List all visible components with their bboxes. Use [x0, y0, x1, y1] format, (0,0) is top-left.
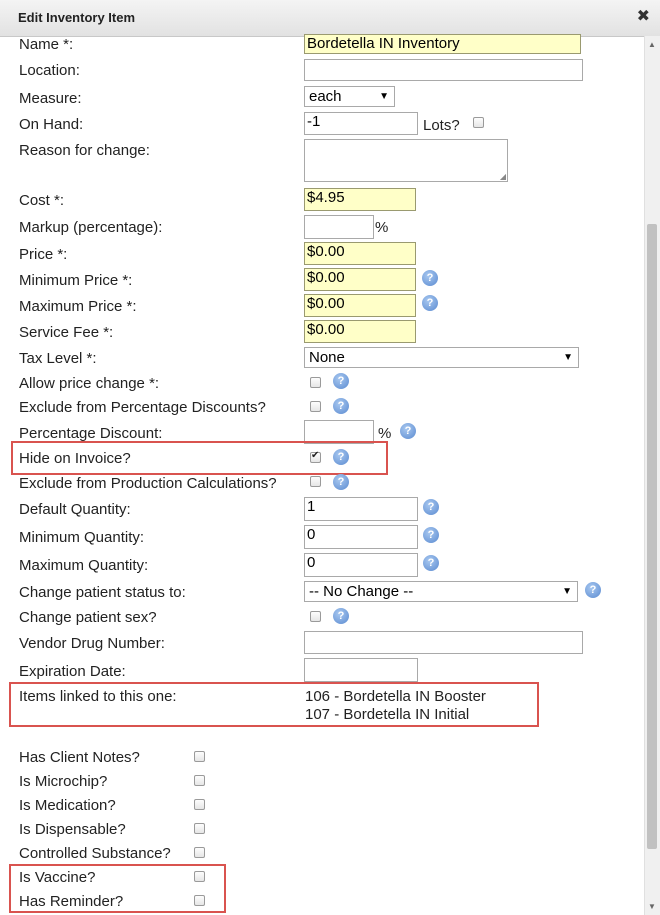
dialog-titlebar — [0, 0, 660, 37]
name-label: Name *: — [19, 36, 74, 53]
medication-label: Is Medication? — [19, 797, 116, 814]
exclude-pct-discounts-label: Exclude from Percentage Discounts? — [19, 399, 266, 416]
default-qty-label: Default Quantity: — [19, 501, 131, 518]
max-qty-input[interactable]: 0 — [304, 553, 418, 577]
help-icon[interactable]: ? — [422, 270, 438, 286]
scrollbar[interactable] — [644, 36, 660, 915]
pct-discount-label: Percentage Discount: — [19, 425, 163, 442]
default-qty-input[interactable]: 1 — [304, 497, 418, 521]
microchip-label: Is Microchip? — [19, 773, 108, 790]
exclude-production-checkbox[interactable] — [310, 476, 321, 487]
on-hand-input[interactable]: -1 — [304, 112, 418, 135]
cost-input[interactable]: $4.95 — [304, 188, 416, 211]
client-notes-checkbox[interactable] — [194, 751, 205, 762]
close-icon[interactable]: ✖ — [636, 8, 650, 25]
min-qty-input[interactable]: 0 — [304, 525, 418, 549]
exclude-pct-discounts-checkbox[interactable] — [310, 401, 321, 412]
patient-sex-label: Change patient sex? — [19, 609, 157, 626]
service-fee-label: Service Fee *: — [19, 324, 114, 341]
linked-item[interactable]: 107 - Bordetella IN Initial — [305, 706, 470, 723]
help-icon[interactable]: ? — [400, 423, 416, 439]
linked-item[interactable]: 106 - Bordetella IN Booster — [305, 688, 486, 705]
tax-level-select[interactable] — [304, 347, 579, 368]
measure-select[interactable] — [304, 86, 395, 107]
expiration-input[interactable] — [304, 658, 418, 682]
patient-status-value: -- No Change -- — [309, 583, 414, 600]
linked-items-label: Items linked to this one: — [19, 688, 177, 705]
name-input[interactable]: Bordetella IN Inventory — [304, 34, 581, 54]
vaccine-checkbox[interactable] — [194, 871, 205, 882]
measure-value: each — [309, 88, 342, 105]
min-price-input[interactable]: $0.00 — [304, 268, 416, 291]
help-icon[interactable]: ? — [333, 373, 349, 389]
help-icon[interactable]: ? — [333, 398, 349, 414]
help-icon[interactable]: ? — [585, 582, 601, 598]
allow-price-change-checkbox[interactable] — [310, 377, 321, 388]
client-notes-label: Has Client Notes? — [19, 749, 140, 766]
vendor-drug-input[interactable] — [304, 631, 583, 654]
max-price-label: Maximum Price *: — [19, 298, 137, 315]
lots-label: Lots? — [423, 117, 460, 134]
expiration-label: Expiration Date: — [19, 663, 126, 680]
reminder-checkbox[interactable] — [194, 895, 205, 906]
help-icon[interactable]: ? — [423, 499, 439, 515]
reason-textarea[interactable] — [304, 139, 508, 182]
scroll-up-icon[interactable]: ▲ — [648, 40, 656, 49]
lots-checkbox[interactable] — [473, 117, 484, 128]
tax-level-label: Tax Level *: — [19, 350, 97, 367]
cost-label: Cost *: — [19, 192, 65, 209]
markup-label: Markup (percentage): — [19, 219, 163, 236]
patient-status-select[interactable] — [304, 581, 578, 602]
chevron-down-icon: ▼ — [563, 352, 573, 363]
dispensable-label: Is Dispensable? — [19, 821, 126, 838]
exclude-production-label: Exclude from Production Calculations? — [19, 475, 277, 492]
service-fee-input[interactable]: $0.00 — [304, 320, 416, 343]
scroll-down-icon[interactable]: ▼ — [648, 902, 656, 911]
help-icon[interactable]: ? — [423, 555, 439, 571]
reminder-label: Has Reminder? — [19, 893, 124, 910]
markup-percent-suffix: % — [375, 219, 389, 236]
dispensable-checkbox[interactable] — [194, 823, 205, 834]
max-qty-label: Maximum Quantity: — [19, 557, 149, 574]
resize-grip-icon[interactable]: ◢ — [499, 172, 506, 181]
dialog-title: Edit Inventory Item — [18, 10, 136, 25]
controlled-checkbox[interactable] — [194, 847, 205, 858]
chevron-down-icon: ▼ — [562, 586, 572, 597]
price-label: Price *: — [19, 246, 68, 263]
pct-discount-percent-suffix: % — [378, 425, 392, 442]
max-price-input[interactable]: $0.00 — [304, 294, 416, 317]
tax-level-value: None — [309, 349, 345, 366]
vaccine-label: Is Vaccine? — [19, 869, 96, 886]
medication-checkbox[interactable] — [194, 799, 205, 810]
markup-input[interactable] — [304, 215, 374, 239]
controlled-label: Controlled Substance? — [19, 845, 171, 862]
location-input[interactable] — [304, 59, 583, 81]
hide-on-invoice-checkbox[interactable] — [310, 452, 321, 463]
help-icon[interactable]: ? — [423, 527, 439, 543]
price-input[interactable]: $0.00 — [304, 242, 416, 265]
location-label: Location: — [19, 62, 80, 79]
min-qty-label: Minimum Quantity: — [19, 529, 145, 546]
microchip-checkbox[interactable] — [194, 775, 205, 786]
min-price-label: Minimum Price *: — [19, 272, 133, 289]
scrollbar-thumb[interactable] — [647, 224, 657, 849]
allow-price-change-label: Allow price change *: — [19, 375, 160, 392]
patient-status-label: Change patient status to: — [19, 584, 186, 601]
hide-on-invoice-label: Hide on Invoice? — [19, 450, 131, 467]
help-icon[interactable]: ? — [333, 474, 349, 490]
on-hand-label: On Hand: — [19, 116, 84, 133]
dialog-content — [0, 36, 645, 915]
help-icon[interactable]: ? — [333, 608, 349, 624]
patient-sex-checkbox[interactable] — [310, 611, 321, 622]
measure-label: Measure: — [19, 90, 82, 107]
chevron-down-icon: ▼ — [379, 91, 389, 102]
help-icon[interactable]: ? — [333, 449, 349, 465]
vendor-drug-label: Vendor Drug Number: — [19, 635, 165, 652]
help-icon[interactable]: ? — [422, 295, 438, 311]
reason-label: Reason for change: — [19, 142, 150, 159]
